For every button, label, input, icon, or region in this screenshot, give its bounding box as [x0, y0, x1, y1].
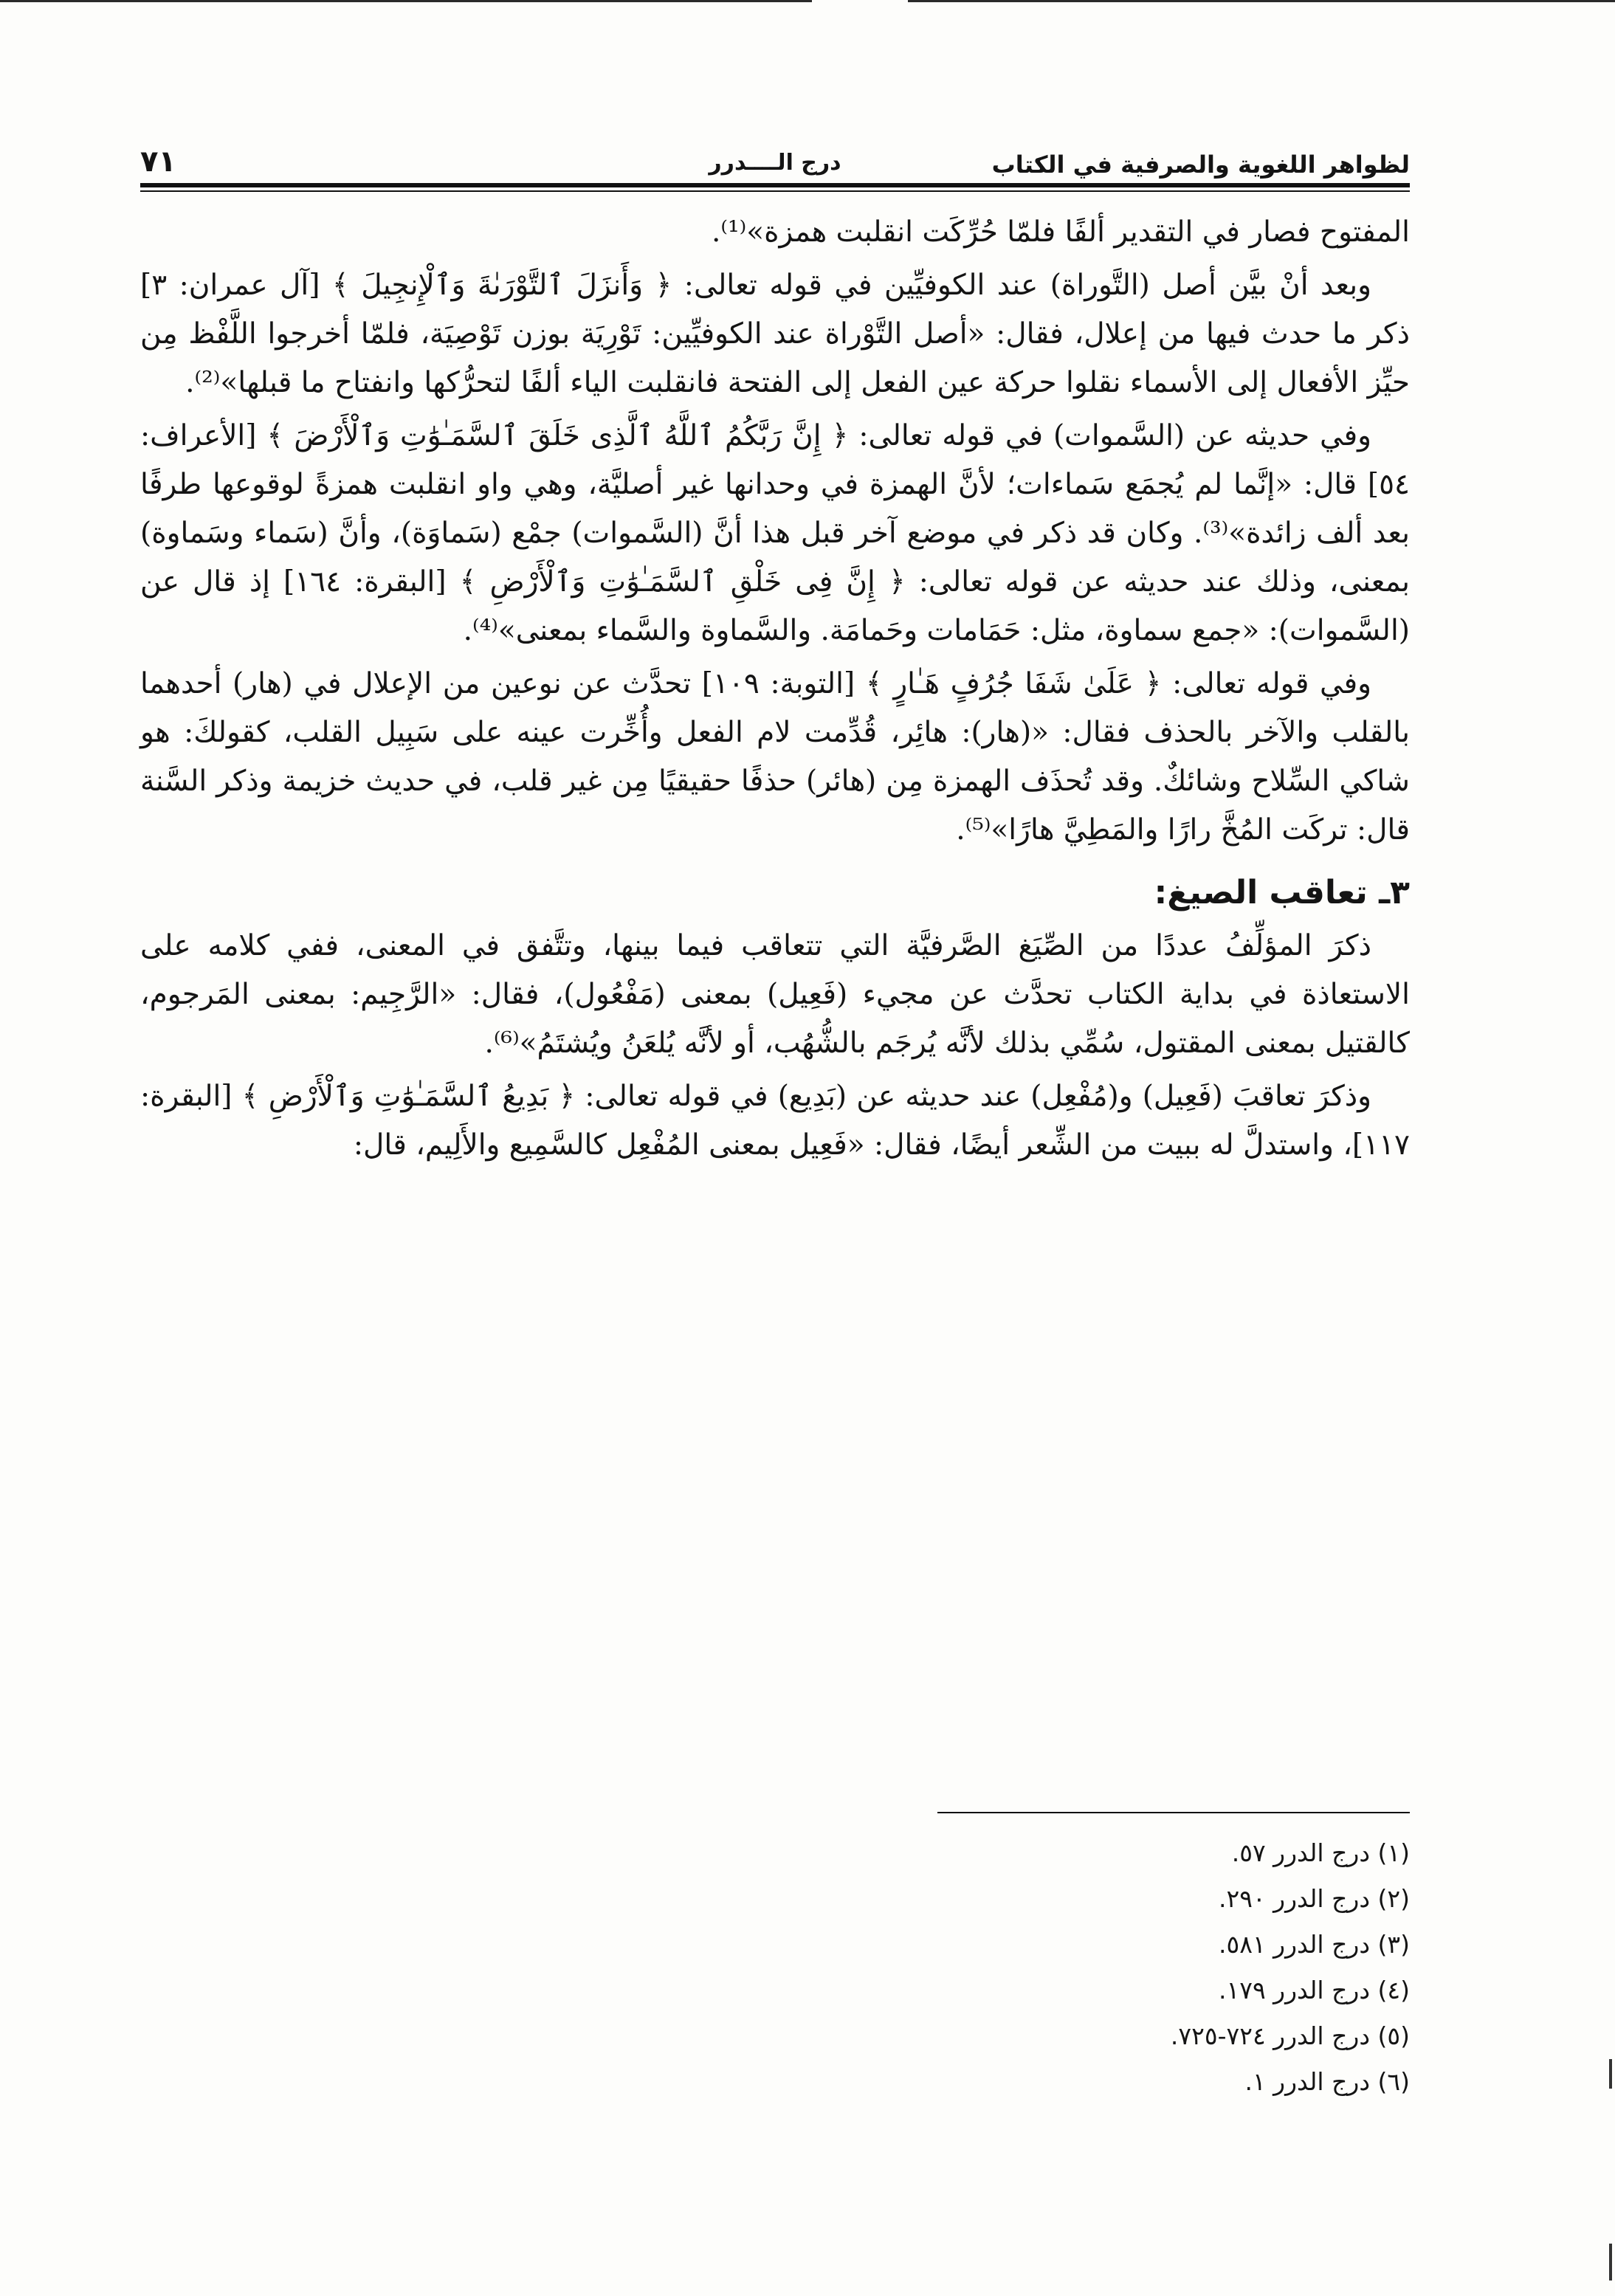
page-number: ٧١ [140, 145, 176, 179]
page-header [140, 125, 1410, 179]
paragraph-continuation: المفتوح فصار في التقدير ألفًا فلمّا حُرِّكَت انقلبت همزة»⁽¹⁾. [712, 216, 1410, 249]
footnote: (٣) درج الدرر ٥٨١. [1219, 1930, 1410, 1959]
scan-speck [1609, 2059, 1612, 2089]
paragraph-tawrat: وبعد أنْ بيَّن أصل (التَّوراة) عند الكوفيِّين في قوله تعالى: ﴿ وَأَنزَلَ ٱلتَّوْرَىٰةَ وَٱلْإِنجِيلَ ﴾ [آل عمران: ٣] ذكر ما حدث فيها من إعلال، فقال: «أصل التَّوْراة عند الكوفيِّين: تَوْرِيَة بوزن تَوْصِيَة، فلمّا أخرجوا اللَّفْظ مِن حيِّز الأفعال إلى الأسماء نقلوا حركة عين الفعل إلى الفتحة فانقلبت الياء ألفًا لتحرُّكها وانفتاح ما قبلها»⁽²⁾. [140, 269, 1410, 399]
book-page [140, 125, 1410, 2096]
footnote: (٢) درج الدرر ٢٩٠. [1219, 1884, 1410, 1913]
paragraph-samawat: وفي حديثه عن (السَّموات) في قوله تعالى: ﴿ إِنَّ رَبَّكُمُ ٱللَّهُ ٱلَّذِى خَلَقَ ٱلسَّمَـٰوَٰتِ وَٱلْأَرْضَ ﴾ [الأعراف: ٥٤] قال: «إنَّما لم يُجمَع سَماءات؛ لأنَّ الهمزة في وحدانها غير أصليَّة، وهي واو انقلبت همزةً لوقوعها طرفًا بعد ألف زائدة»⁽³⁾. وكان قد ذكر في موضع آخر قبل هذا أنَّ (السَّموات) جمْع (سَماوَة)، وأنَّ (سَماء وسَماوة) بمعنى، وذلك عند حديثه عن قوله تعالى: ﴿ إِنَّ فِى خَلْقِ ٱلسَّمَـٰوَٰتِ وَٱلْأَرْضِ ﴾ [البقرة: ١٦٤] إذ قال عن (السَّموات): «جمع سماوة، مثل: حَمَامات وحَمامَة. والسَّماوة والسَّماء بمعنى»⁽⁴⁾. [140, 419, 1410, 647]
footnote: (٦) درج الدرر ١. [1244, 2067, 1410, 2096]
footnote: (١) درج الدرر ٥٧. [1231, 1838, 1410, 1867]
paragraph-siyagh: ذكرَ المؤلِّفُ عددًا من الصِّيَغ الصَّرفيَّة التي تتعاقب فيما بينها، وتتَّفق في المعنى، ففي كلامه على الاستعاذة في بداية الكتاب تحدَّث عن مجيء (فَعِيل) بمعنى (مَفْعُول)، فقال: «الرَّجِيم: بمعنى المَرجوم، كالقتيل بمعنى المقتول، سُمِّي بذلك لأنَّه يُرجَم بالشُّهُب، أو لأنَّه يُلعَنُ ويُشتَمُ»⁽⁶⁾. [140, 929, 1410, 1060]
scan-edge-right [908, 0, 1615, 2]
section-name: درج الــــدرر [709, 150, 841, 176]
header-rule-thick [140, 183, 1410, 187]
scan-speck [1609, 2244, 1612, 2281]
header-rule-thin [140, 190, 1410, 192]
paragraph-har: وفي قوله تعالى: ﴿ عَلَىٰ شَفَا جُرُفٍ هَـٰارٍ ﴾ [التوبة: ١٠٩] تحدَّث عن نوعين من الإعلال في (هار) أحدهما بالقلب والآخر بالحذف فقال: «(هار): هائِر، قُدِّمت لام الفعل وأُخِّرت عينه على سَبِيل القلب، كقولكَ: هو شاكي السِّلاح وشائكٌ. وقد تُحذَف الهمزة مِن (هائر) حذفًا حقيقيًا مِن غير قلب، في حديث خزيمة وذكر السَّنة قال: تركَت المُخَّ رارًا والمَطِيَّ هارًا»⁽⁵⁾. [140, 667, 1410, 847]
footnote: (٥) درج الدرر ٧٢٤-٧٢٥. [1170, 2021, 1410, 2050]
scan-edge-left [0, 0, 812, 2]
running-title: لظواهر اللغوية والصرفية في الكتاب [991, 151, 1410, 179]
section-heading: ٣ـ تعاقب الصيغ: [1154, 874, 1410, 911]
footnote: (٤) درج الدرر ١٧٩. [1219, 1976, 1410, 2004]
body-text [140, 208, 1410, 1170]
footnotes [745, 1830, 1410, 2105]
footnote-rule [937, 1812, 1410, 1813]
paragraph-badi: وذكرَ تعاقبَ (فَعِيل) و(مُفْعِل) عند حديثه عن (بَدِيع) في قوله تعالى: ﴿ بَدِيعُ ٱلسَّمَـٰوَٰتِ وَٱلْأَرْضِ ﴾ [البقرة: ١١٧]، واستدلَّ له ببيت من الشِّعر أيضًا، فقال: «فَعِيل بمعنى المُفْعِل كالسَّمِيع والأَلِيم، قال: [140, 1080, 1410, 1162]
